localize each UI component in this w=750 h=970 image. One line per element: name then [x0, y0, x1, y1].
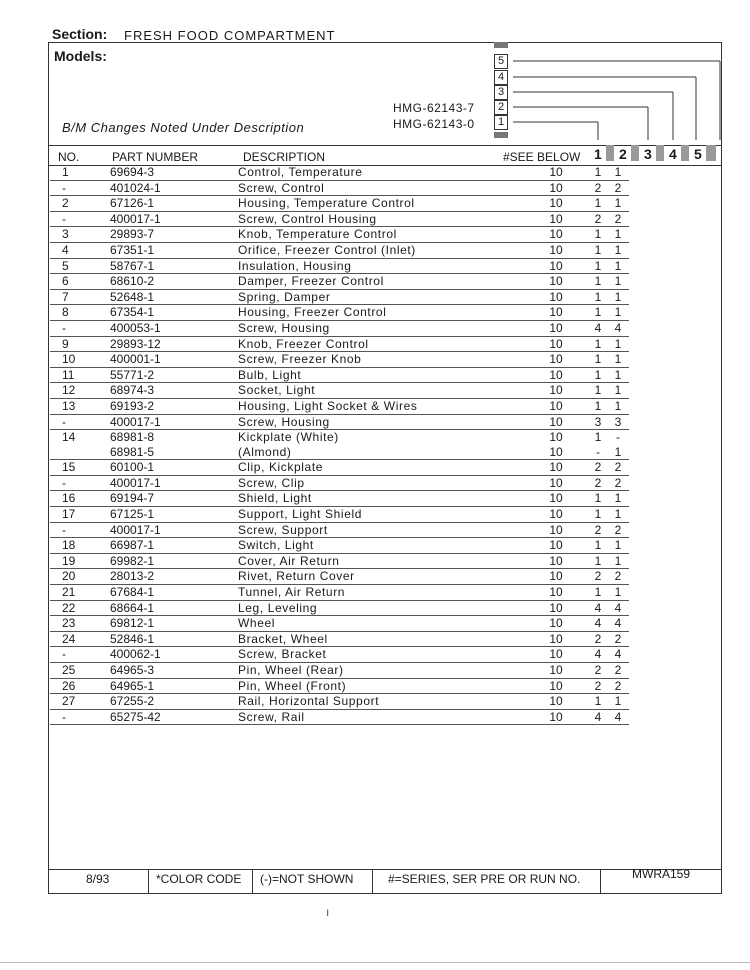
item-number: 23	[50, 616, 108, 632]
part-number: 401024-1	[108, 180, 238, 196]
qty-model-1: 2	[589, 569, 607, 585]
part-description: Screw, Housing	[238, 414, 523, 430]
series-number: 10	[523, 522, 589, 538]
part-number: 400017-1	[108, 211, 238, 227]
part-description: Switch, Light	[238, 538, 523, 554]
footer-divider	[252, 869, 253, 894]
model-col-1: 1	[594, 146, 602, 162]
series-number: 10	[523, 242, 589, 258]
item-number: 1	[50, 165, 108, 180]
item-number: 12	[50, 383, 108, 399]
part-number: 67125-1	[108, 507, 238, 523]
table-row	[50, 460, 629, 476]
item-number: -	[50, 211, 108, 227]
series-number: 10	[523, 709, 589, 725]
item-number: -	[50, 475, 108, 491]
footer-not-shown: (-)=NOT SHOWN	[260, 872, 354, 886]
series-number: 10	[523, 445, 589, 460]
qty-model-2: 1	[607, 336, 629, 352]
qty-model-1: 1	[589, 336, 607, 352]
item-number: 10	[50, 352, 108, 368]
series-number: 10	[523, 383, 589, 399]
part-description: Knob, Temperature Control	[238, 227, 523, 243]
series-number: 10	[523, 258, 589, 274]
part-number: 400017-1	[108, 414, 238, 430]
qty-model-2: 3	[607, 414, 629, 430]
item-number: 9	[50, 336, 108, 352]
table-row	[50, 522, 629, 538]
qty-model-2: 4	[607, 600, 629, 616]
item-number: 16	[50, 491, 108, 507]
part-description: Insulation, Housing	[238, 258, 523, 274]
table-row	[50, 305, 629, 321]
qty-model-1: 1	[589, 538, 607, 554]
part-description: Screw, Control Housing	[238, 211, 523, 227]
part-number: 68610-2	[108, 274, 238, 290]
table-row	[50, 475, 629, 491]
part-number: 67351-1	[108, 242, 238, 258]
part-number: 64965-1	[108, 678, 238, 694]
qty-model-2: 1	[607, 289, 629, 305]
table-row	[50, 631, 629, 647]
col-part-number-header: PART NUMBER	[112, 150, 199, 164]
footer-divider	[148, 869, 149, 894]
item-number: -	[50, 320, 108, 336]
part-description: Pin, Wheel (Front)	[238, 678, 523, 694]
qty-model-1: 1	[589, 227, 607, 243]
qty-model-2: 1	[607, 538, 629, 554]
qty-model-2: 1	[607, 445, 629, 460]
series-number: 10	[523, 211, 589, 227]
part-number: 29893-7	[108, 227, 238, 243]
item-number: -	[50, 709, 108, 725]
footer-divider	[372, 869, 373, 894]
model-box-1: 1	[494, 115, 508, 130]
qty-model-2: 2	[607, 631, 629, 647]
part-description: Screw, Housing	[238, 320, 523, 336]
qty-model-1: 4	[589, 647, 607, 663]
part-description: Bracket, Wheel	[238, 631, 523, 647]
part-number: 400001-1	[108, 352, 238, 368]
item-number: 22	[50, 600, 108, 616]
parts-table	[50, 165, 629, 725]
qty-model-2: 2	[607, 678, 629, 694]
qty-model-1: 1	[589, 305, 607, 321]
item-number: 14	[62, 430, 76, 445]
footer-divider	[600, 869, 601, 894]
part-number: 66987-1	[108, 538, 238, 554]
series-number: 10	[549, 430, 563, 445]
series-number: 10	[523, 663, 589, 679]
qty-model-1: 3	[589, 414, 607, 430]
qty-model-1: 1	[589, 165, 607, 180]
part-number: 58767-1	[108, 258, 238, 274]
table-row	[50, 678, 629, 694]
part-number: 60100-1	[108, 460, 238, 476]
part-description: Leg, Leveling	[238, 600, 523, 616]
part-number: 69812-1	[108, 616, 238, 632]
table-row	[50, 367, 629, 383]
qty-model-1: 1	[589, 694, 607, 710]
part-description: Housing, Light Socket & Wires	[238, 398, 523, 414]
part-number: 400053-1	[108, 320, 238, 336]
part-description: Screw, Clip	[238, 475, 523, 491]
part-description: Screw, Bracket	[238, 647, 523, 663]
qty-model-2: 1	[607, 165, 629, 180]
item-number: 2	[50, 196, 108, 212]
part-number: 65275-42	[108, 709, 238, 725]
table-row	[50, 600, 629, 616]
series-number: 10	[523, 538, 589, 554]
qty-model-1: 4	[589, 616, 607, 632]
series-number: 10	[523, 336, 589, 352]
series-number: 10	[523, 367, 589, 383]
part-description: Screw, Freezer Knob	[238, 352, 523, 368]
table-row	[50, 258, 629, 274]
table-row	[50, 274, 629, 290]
model-col-2: 2	[619, 146, 627, 162]
table-row	[50, 320, 629, 336]
part-description: Tunnel, Air Return	[238, 585, 523, 601]
part-description: Control, Temperature	[238, 165, 523, 180]
table-row	[50, 289, 629, 305]
table-row	[50, 694, 629, 710]
qty-model-2: 2	[607, 663, 629, 679]
part-number: 400062-1	[108, 647, 238, 663]
qty-model-1: 1	[589, 491, 607, 507]
table-row	[50, 507, 629, 523]
table-row	[50, 336, 629, 352]
qty-model-1: 2	[589, 522, 607, 538]
model-col-3: 3	[644, 146, 652, 162]
table-row	[50, 211, 629, 227]
table-row	[50, 491, 629, 507]
item-number: 24	[50, 631, 108, 647]
item-number: 3	[50, 227, 108, 243]
series-number: 10	[523, 460, 589, 476]
part-number: 67126-1	[108, 196, 238, 212]
scan-mark: ı	[326, 905, 330, 919]
qty-model-2: 1	[607, 507, 629, 523]
qty-model-1: 1	[589, 507, 607, 523]
table-row	[50, 165, 629, 180]
qty-model-2: 1	[607, 491, 629, 507]
part-description: Shield, Light	[238, 491, 523, 507]
part-number: 69193-2	[108, 398, 238, 414]
models-label: Models:	[54, 48, 107, 64]
footer-color-code: *COLOR CODE	[156, 872, 242, 886]
model-number: HMG-62143-7	[393, 101, 475, 115]
part-description: Housing, Temperature Control	[238, 196, 523, 212]
part-description: Knob, Freezer Control	[238, 336, 523, 352]
item-number: 8	[50, 305, 108, 321]
part-description: Bulb, Light	[238, 367, 523, 383]
part-number: 52846-1	[108, 631, 238, 647]
table-row	[50, 383, 629, 399]
series-number: 10	[523, 631, 589, 647]
page-edge-rule	[0, 962, 750, 963]
table-row	[50, 709, 629, 725]
qty-model-2: 1	[607, 585, 629, 601]
table-row	[50, 430, 629, 445]
col-no-header: NO.	[58, 150, 80, 164]
table-row	[50, 569, 629, 585]
qty-model-1: 1	[589, 258, 607, 274]
qty-model-1: 2	[589, 211, 607, 227]
series-number: 10	[523, 180, 589, 196]
corner-mark-icon	[494, 42, 508, 48]
model-box-4: 4	[494, 70, 508, 85]
series-number: 10	[523, 553, 589, 569]
series-number: 10	[523, 507, 589, 523]
item-number: 17	[50, 507, 108, 523]
model-number: HMG-62143-0	[393, 117, 475, 131]
model-col-4: 4	[669, 146, 677, 162]
qty-model-1: 1	[589, 553, 607, 569]
qty-model-1: 1	[589, 242, 607, 258]
part-number: 68974-3	[108, 383, 238, 399]
table-row	[50, 663, 629, 679]
series-number: 10	[523, 196, 589, 212]
item-number: 4	[50, 242, 108, 258]
bm-changes-note: B/M Changes Noted Under Description	[62, 120, 305, 135]
part-number: 68664-1	[108, 600, 238, 616]
table-row	[50, 585, 629, 601]
part-description: Spring, Damper	[238, 289, 523, 305]
table-row	[50, 553, 629, 569]
item-number: 15	[50, 460, 108, 476]
item-number: 11	[50, 367, 108, 383]
footer-document-id: MWRA159	[632, 867, 691, 881]
series-number: 10	[523, 678, 589, 694]
item-number: -	[50, 180, 108, 196]
qty-model-2: 1	[607, 305, 629, 321]
table-row	[50, 398, 629, 414]
qty-model-2: 4	[607, 320, 629, 336]
series-number: 10	[523, 585, 589, 601]
qty-model-2: 1	[607, 553, 629, 569]
footer-date: 8/93	[86, 872, 110, 886]
model-col-separator	[656, 145, 664, 161]
part-number: 68981-5	[108, 445, 238, 460]
qty-model-1: 1	[589, 383, 607, 399]
item-number: 7	[50, 289, 108, 305]
part-number: 28013-2	[108, 569, 238, 585]
part-number: 400017-1	[108, 522, 238, 538]
model-col-separator	[631, 145, 639, 161]
table-row	[50, 647, 629, 663]
item-number	[50, 445, 108, 460]
qty-model-2: 2	[607, 569, 629, 585]
qty-model-2: 1	[607, 242, 629, 258]
col-description-header: DESCRIPTION	[243, 150, 326, 164]
qty-model-2: 1	[607, 352, 629, 368]
series-number: 10	[523, 475, 589, 491]
qty-model-2: 1	[607, 367, 629, 383]
model-box-3: 3	[494, 85, 508, 100]
model-box-2: 2	[494, 100, 508, 115]
item-number: -	[50, 414, 108, 430]
part-description: Socket, Light	[238, 383, 523, 399]
series-number: 10	[523, 227, 589, 243]
part-description: Screw, Rail	[238, 709, 523, 725]
part-number: 69194-7	[108, 491, 238, 507]
qty-model-2: 2	[607, 522, 629, 538]
qty-model-2: 4	[607, 616, 629, 632]
series-number: 10	[523, 289, 589, 305]
part-description: Pin, Wheel (Rear)	[238, 663, 523, 679]
qty-model-1: 1	[589, 352, 607, 368]
col-see-below-header: #SEE BELOW	[503, 150, 581, 164]
series-number: 10	[523, 647, 589, 663]
part-description: Rivet, Return Cover	[238, 569, 523, 585]
part-number: 67354-1	[108, 305, 238, 321]
qty-model-2: 1	[607, 383, 629, 399]
qty-model-1: 2	[589, 663, 607, 679]
series-number: 10	[523, 398, 589, 414]
series-number: 10	[523, 305, 589, 321]
item-number: -	[50, 647, 108, 663]
item-number: 20	[50, 569, 108, 585]
series-number: 10	[523, 320, 589, 336]
model-box-5: 5	[494, 54, 508, 69]
qty-model-2: 1	[607, 398, 629, 414]
part-description: Screw, Support	[238, 522, 523, 538]
part-number: 64965-3	[108, 663, 238, 679]
qty-model-1: 1	[589, 398, 607, 414]
item-number: 27	[50, 694, 108, 710]
item-number: 5	[50, 258, 108, 274]
part-description: Orifice, Freezer Control (Inlet)	[238, 242, 523, 258]
qty-model-1: 4	[589, 600, 607, 616]
series-number: 10	[523, 165, 589, 180]
part-description: Rail, Horizontal Support	[238, 694, 523, 710]
qty-model-2: 4	[607, 647, 629, 663]
part-description: Screw, Control	[238, 180, 523, 196]
model-col-separator	[606, 145, 614, 161]
qty-model-1: 4	[589, 709, 607, 725]
qty-model-2: 2	[607, 460, 629, 476]
qty-model-1: 1	[589, 367, 607, 383]
item-number: 25	[50, 663, 108, 679]
series-number: 10	[523, 274, 589, 290]
qty-model-2: 1	[607, 227, 629, 243]
qty-model-2: 2	[607, 475, 629, 491]
qty-model-1: 2	[589, 460, 607, 476]
table-row	[50, 616, 629, 632]
qty-model-2: 4	[607, 709, 629, 725]
corner-mark-icon	[494, 132, 508, 138]
part-number: 52648-1	[108, 289, 238, 305]
qty-model-1: 1	[589, 196, 607, 212]
qty-model-2: 1	[607, 274, 629, 290]
series-number: 10	[523, 491, 589, 507]
part-number: 400017-1	[108, 475, 238, 491]
part-number: 29893-12	[108, 336, 238, 352]
part-number: 69694-3	[108, 165, 238, 180]
qty-model-1: 1	[589, 289, 607, 305]
qty-model-1: 2	[589, 631, 607, 647]
part-description: Damper, Freezer Control	[238, 274, 523, 290]
part-number: 55771-2	[108, 367, 238, 383]
qty-model-2: 1	[607, 258, 629, 274]
footer-series-note: #=SERIES, SER PRE OR RUN NO.	[388, 872, 581, 886]
model-col-5: 5	[694, 146, 702, 162]
series-number: 10	[523, 352, 589, 368]
part-description: Support, Light Shield	[238, 507, 523, 523]
qty-model-1: 1	[589, 585, 607, 601]
qty-model-1: 1	[589, 274, 607, 290]
model-col-separator	[706, 145, 716, 161]
qty-model-1: 2	[589, 180, 607, 196]
qty-model-1: 4	[589, 320, 607, 336]
table-row	[50, 242, 629, 258]
qty-model-1: 1	[594, 430, 602, 445]
series-number: 10	[523, 569, 589, 585]
part-description: Kickplate (White)	[238, 430, 339, 445]
series-number: 10	[523, 600, 589, 616]
series-number: 10	[523, 414, 589, 430]
qty-model-2: -	[616, 430, 620, 445]
qty-model-2: 2	[607, 180, 629, 196]
part-number: 69982-1	[108, 553, 238, 569]
item-number: 6	[50, 274, 108, 290]
part-description: Clip, Kickplate	[238, 460, 523, 476]
part-number: 67684-1	[108, 585, 238, 601]
table-row	[50, 445, 629, 460]
part-description: Cover, Air Return	[238, 553, 523, 569]
qty-model-2: 1	[607, 196, 629, 212]
table-row	[50, 538, 629, 554]
table-row	[50, 196, 629, 212]
qty-model-2: 1	[607, 694, 629, 710]
qty-model-2: 2	[607, 211, 629, 227]
model-col-separator	[681, 145, 689, 161]
table-row	[50, 352, 629, 368]
series-number: 10	[523, 694, 589, 710]
item-number: 19	[50, 553, 108, 569]
item-number: 13	[50, 398, 108, 414]
item-number: 18	[50, 538, 108, 554]
item-number: 26	[50, 678, 108, 694]
qty-model-1: 2	[589, 678, 607, 694]
part-number: 68981-8	[110, 430, 155, 445]
qty-model-1: 2	[589, 475, 607, 491]
part-description: (Almond)	[238, 445, 523, 460]
footer-rule	[48, 869, 722, 870]
part-number: 67255-2	[108, 694, 238, 710]
part-description: Housing, Freezer Control	[238, 305, 523, 321]
table-row	[50, 227, 629, 243]
section-title: FRESH FOOD COMPARTMENT	[124, 28, 336, 43]
item-number: 21	[50, 585, 108, 601]
part-description: Wheel	[238, 616, 523, 632]
series-number: 10	[523, 616, 589, 632]
item-number: -	[50, 522, 108, 538]
section-label: Section:	[52, 26, 108, 42]
table-row	[50, 414, 629, 430]
qty-model-1: -	[589, 445, 607, 460]
table-row	[50, 180, 629, 196]
